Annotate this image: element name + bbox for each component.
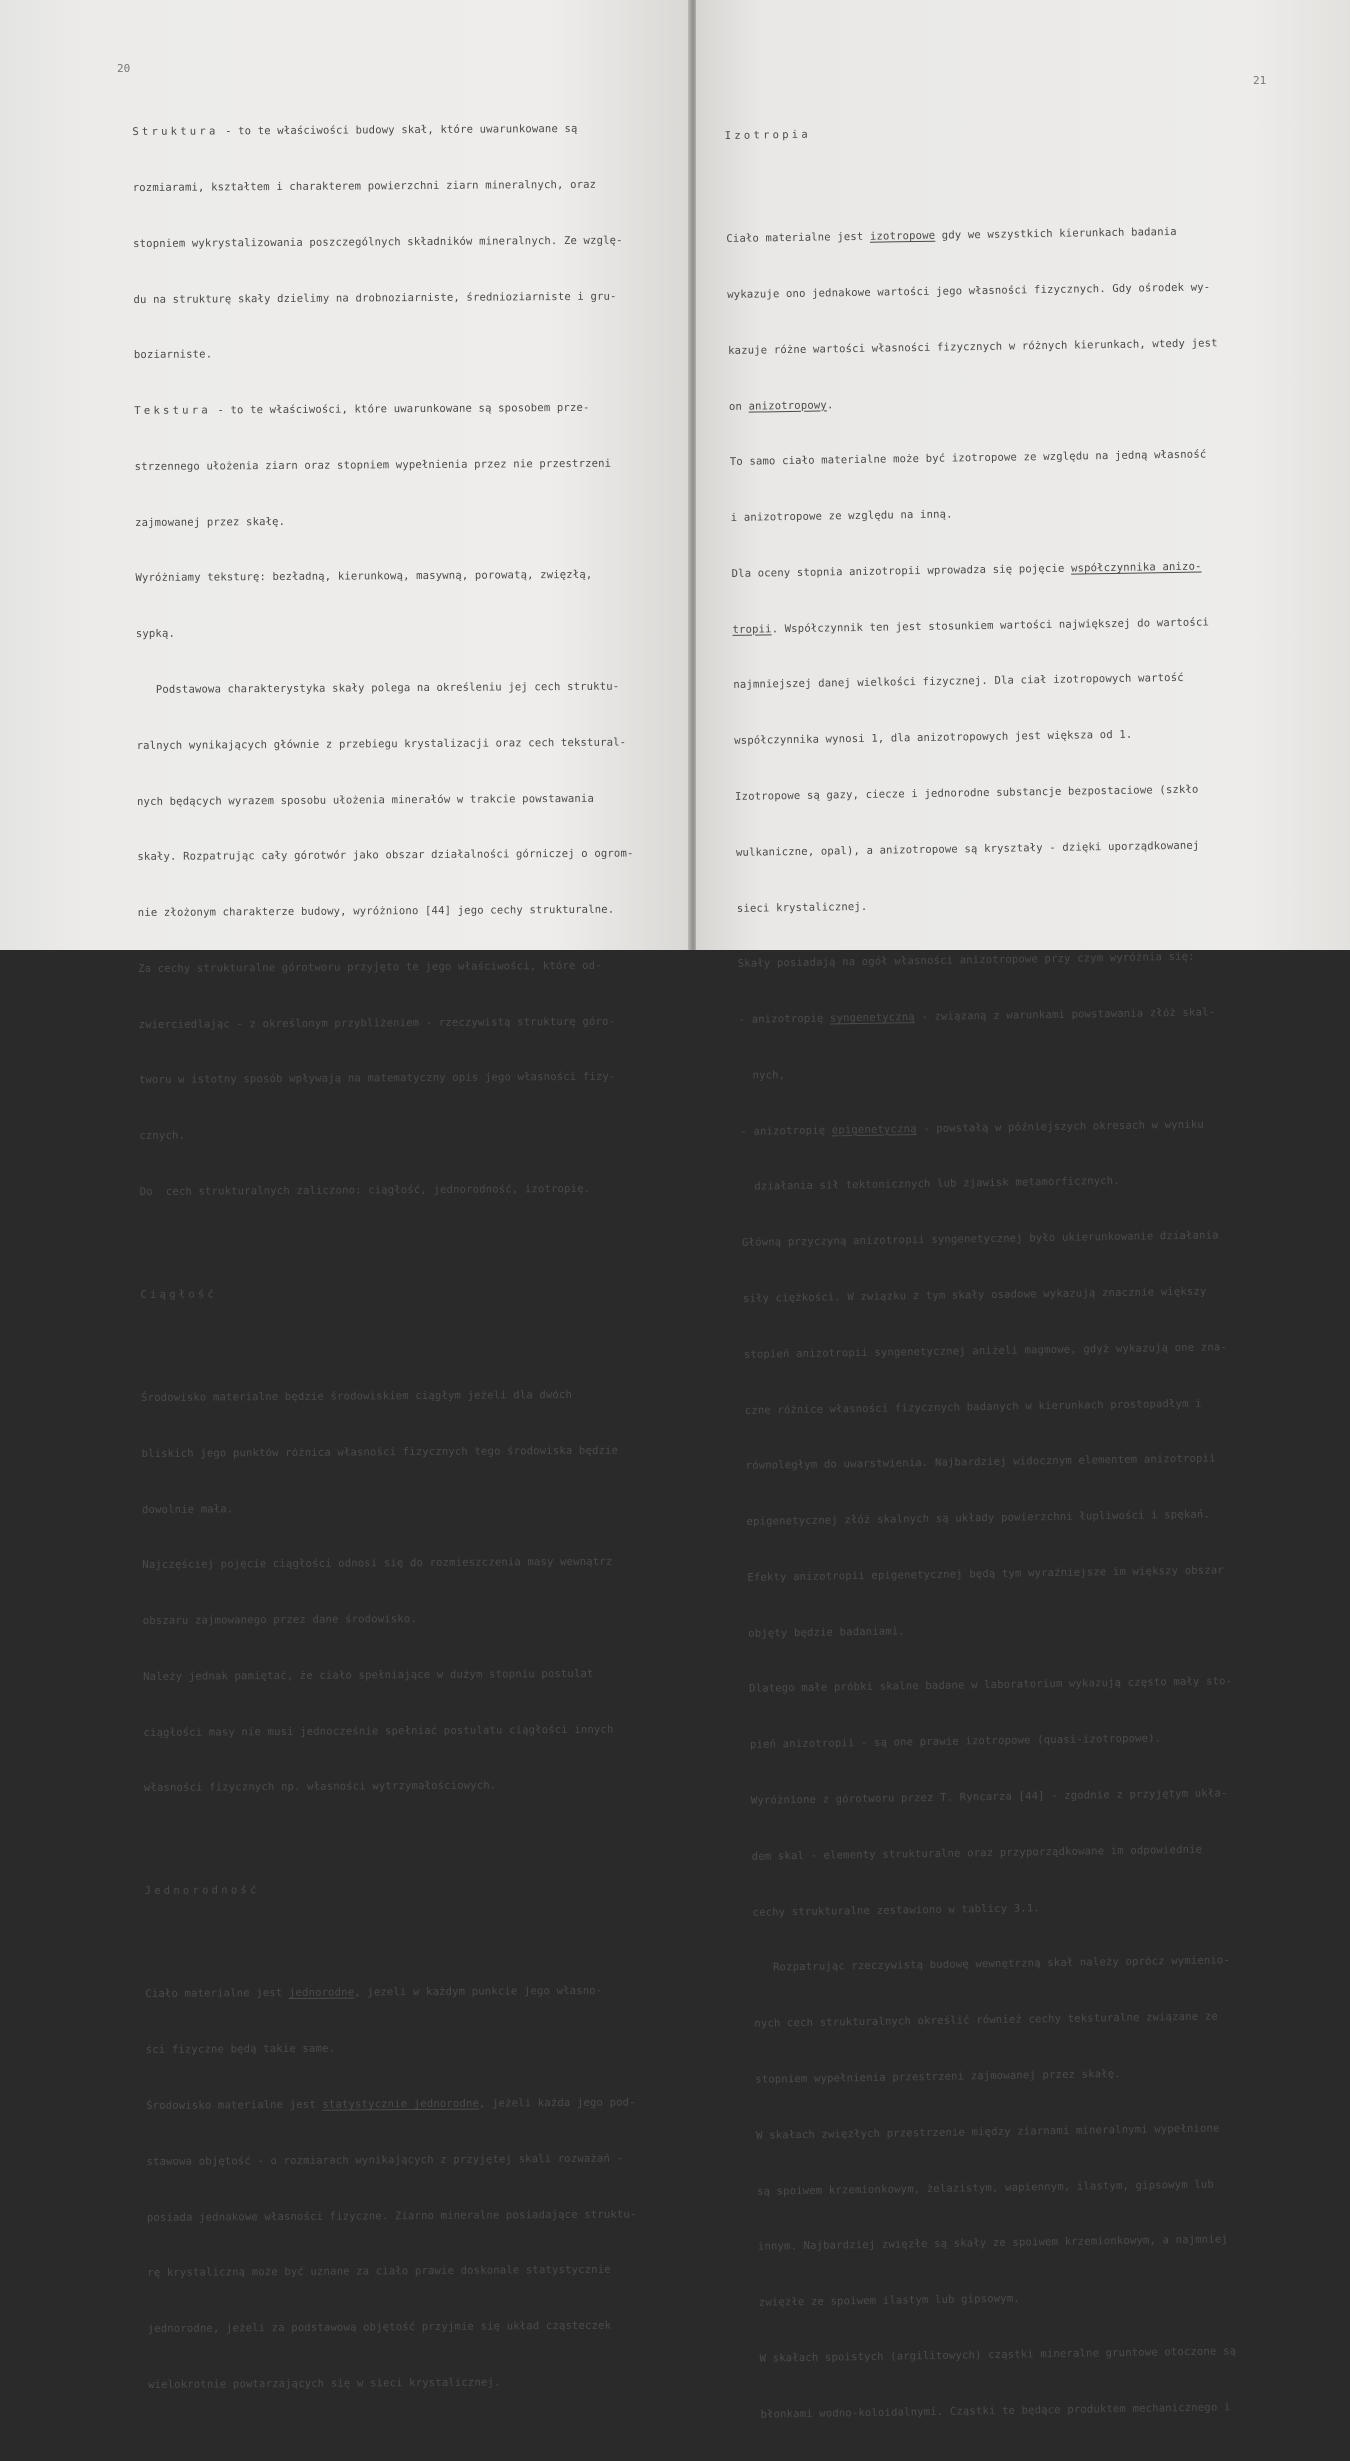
text-fragment: - związaną z warunkami powstawania złóż skal- [914,1006,1216,1024]
spacer [140,1235,636,1248]
text-line: Podstawowa charakterystyka skały polega na określeniu jej cech struktu- [136,680,620,696]
text-line: To samo ciało materialne może być izotropowe ze względu na jedną własność [729,448,1207,469]
term-wspolczynnik-anizotropii: współczynnika anizo- [1070,560,1202,575]
text-fragment: . [826,398,834,411]
text-line: rę krystaliczną może być uznane za ciało prawie doskonale statystycznie [147,2263,611,2280]
right-page-text [724,82,1251,2461]
list-item-syngenetyczna [738,1003,1228,1029]
page-number-left: 20 [117,62,131,75]
text-line: ralnych wynikających głównie z przebiegu krystalizacji oraz cech tekstural- [136,736,627,752]
text-line: innym. Najbardziej zwięzłe są skały ze spoiwem krzemionkowym, a najmniej [757,2233,1228,2254]
text-line: pień anizotropii - są one prawie izotropowe (quasi-izotropowe). [749,1732,1162,1752]
heading-ciaglosc: Ciągłość [140,1288,218,1301]
text-line: zwięzłe ze spoiwem ilastym lub gipsowym. [758,2292,1020,2309]
term-syngenetyczna: syngenetyczną [829,1011,915,1025]
text-line: Rozpatrując rzeczywistą budowę wewnętrzną skał należy oprócz wymienio- [753,1954,1231,1975]
text-line [732,613,1222,639]
term-wspolczynnik-anizotropii-cont: tropii [732,622,772,636]
left-page-text [132,83,645,2432]
text-line: Należy jednak pamiętać, że ciało spełniające w dużym stopniu postulat [143,1667,594,1683]
spacer [141,1338,637,1351]
text-line: W skałach zwięzłych przestrzenie między ziarnami mineralnymi wypełnione [756,2122,1220,2142]
text-line: Wyróżniamy teksturę: bezładną, kierunkową, masywną, porowatą, zwięzłą, [135,569,593,585]
list-item-epigenetyczna [740,1115,1230,1141]
text-fragment: on [728,400,749,413]
paragraph-izotropowe [726,222,1216,248]
text-line: jednorodne, jeżeli za podstawową objętość przyjmie się układ cząsteczek [147,2319,612,2336]
paragraph-tekstura [134,399,630,421]
text-line: Efekty anizotropii epigenetycznej będą tym wyraźniejsze im większy obszar [747,1564,1224,1584]
text-line: błonkami wodno-koloidalnymi. Cząstki te będące produktem mechanicznego i [760,2400,1231,2421]
text-fragment: . Współczynnik ten jest stosunkiem wartości największej do wartości [771,616,1210,635]
heading-izotropia: Izotropia [724,128,812,143]
text-line: Za cechy strukturalne górotworu przyjęto te jego właściwości, które od- [138,959,602,975]
text-line: wielokrotnie powtarzających się w sieci krystalicznej. [148,2376,501,2391]
paragraph-struktura [132,120,628,142]
term-tekstura: Tekstura [134,404,211,418]
heading-jednorodnosc: Jednorodność [144,1884,260,1898]
text-line: własności fizycznych np. własności wytrzymałościowych. [143,1779,497,1795]
text-line: posiada jednakowe własności fizyczne. Ziarno mineralne posiadające struktu- [146,2208,637,2224]
term-statystycznie-jednorodne: statystycznie jednorodne [322,2097,480,2111]
text-fragment: - anizotropię [738,1012,831,1026]
spacer [725,175,1215,193]
text-line: współczynnika wynosi 1, dla anizotropowych jest większa od 1. [734,728,1133,748]
text-line: ciągłości masy nie musi jednocześnie spełniać postulatu ciągłości innych [143,1723,614,1739]
term-anizotropowy: anizotropowy [748,398,827,413]
text-line: - to te właściwości, które uwarunkowane są sposobem prze- [210,401,590,417]
text-line: skały. Rozpatrując cały górotwór jako obszar działalności górniczej o ogrom- [137,847,634,864]
spacer [145,1935,641,1948]
text-line: sypką. [135,627,176,641]
text-line: rozmiarami, kształtem i charakterem powierzchni ziarn mineralnych, oraz [132,178,597,194]
text-line: bliskich jego punktów różnica własności fizycznych tego środowiska będzie [141,1444,619,1460]
text-line: tworu w istotny sposób wpływają na matematyczny opis jego własności fizy- [138,1071,616,1087]
text-fragment: gdy we wszystkich kierunkach badania [935,226,1177,242]
text-line: epigenetycznej złóż skalnych są układy powierzchni łupliwości i spękań. [746,1508,1211,1528]
text-line: wykazuje ono jednakowe wartości jego własności fizycznych. Gdy ośrodek wy- [727,281,1211,301]
text-line: ści fizyczne będą takie same. [145,2042,336,2057]
paragraph-wspolczynnik [731,557,1221,583]
text-line: kazuje różne wartości własności fizycznych w różnych kierunkach, wtedy jest [728,336,1218,357]
term-izotropowe: izotropowe [869,229,936,243]
paragraph-jednorodne [145,1982,641,2004]
right-page [696,0,1350,2421]
text-line: Wyróżnione z górotworu przez T. Ryncarza [44] - zgodnie z przyjętym ukła- [750,1787,1228,1807]
text-fragment: , jeżeli każda jego pod- [478,2096,636,2110]
term-jednorodne: jednorodne [288,1986,355,2000]
text-line: stawowa objętość - o rozmiarach wynikających z przyjętej skali rozważań - [146,2152,624,2168]
text-line: Skały posiadają na ogół własności anizotropowe przy czym wyróżnia się: [737,951,1195,971]
text-line: Izotropowe są gazy, ciecze i jednorodne substancje bezpostaciowe (szkło [735,783,1199,803]
text-line: czne różnice własności fizycznych badanych w kierunkach prostopadłym i [744,1397,1202,1417]
text-line: nych będących wyrazem sposobu ułożenia minerałów w trakcie powstawania [136,792,594,808]
text-line: i anizotropowe ze względu na inną. [730,508,953,525]
text-line: du na strukturę skały dzielimy na drobnoziarniste, średnioziarniste i gru- [133,290,617,306]
text-fragment: Ciało materialne jest [726,230,871,246]
text-line: cechy strukturalne zestawiono w tablicy 3.1. [752,1901,1040,1919]
text-line: zwierciedlając - z określonym przybliżeniem - rzeczywistą strukturę góro- [138,1015,616,1031]
text-line: cznych. [139,1129,186,1143]
text-line: dowolnie mała. [141,1502,234,1516]
text-line: wulkaniczne, opal), a anizotropowe są kryształy - dzięki uporządkowanej [735,839,1200,859]
term-epigenetyczna: epigenetyczną [831,1122,917,1137]
text-fragment: Środowisko materialne jest [146,2098,323,2112]
text-line: działania sił tektonicznych lub zjawisk metamorficznych. [741,1175,1120,1194]
text-line: stopniem wykrystalizowania poszczególnych składników mineralnych. Ze wzglę- [133,234,623,250]
text-line: siły ciężkości. W związku z tym skały osadowe wykazują znacznie większy [742,1285,1207,1305]
text-line: boziarniste. [133,348,213,362]
text-line: Dlatego małe próbki skalne badane w laboratorium wykazują często mały sto- [749,1675,1233,1696]
text-line: sieci krystalicznej. [736,900,868,915]
text-line: obszaru zajmowanego przez dane środowisko. [142,1613,417,1628]
text-fragment: Ciało materialne jest [145,1987,289,2001]
text-line: stopień anizotropii syngenetycznej aniżeli magmowe, gdyż wykazują one zna- [743,1341,1227,1361]
text-line: strzennego ułożenia ziarn oraz stopniem wypełnienia przez nie przestrzeni [134,457,612,473]
text-line: nie złożonym charakterze budowy, wyróżniono [44] jego cechy strukturalne. [137,903,615,920]
text-line: nych cech strukturalnych określić również cechy teksturalne związane ze [754,2010,1218,2030]
text-line: zajmowanej przez skałę. [135,515,286,529]
text-line: nych, [739,1069,786,1082]
text-line: Najczęściej pojęcie ciągłości odnosi się do rozmieszczenia masy wewnątrz [142,1555,613,1572]
term-struktura: Struktura [132,125,219,139]
text-fragment: Dla oceny stopnia anizotropii wprowadza się pojęcie [731,562,1072,580]
text-line: najmniejszej danej wielkości fizycznej. Dla ciał izotropowych wartość [733,672,1184,692]
text-line: Główną przyczyną anizotropii syngenetycznej było ukierunkowanie działania [742,1229,1219,1250]
text-line: dem skal - elementy strukturalne oraz przyporządkowane im odpowiednie [751,1843,1203,1863]
text-line: Do cech strukturalnych zaliczono: ciągłość, jednorodność, izotropię. [139,1182,591,1199]
text-line: stopniem wypełnienia przestrzeni zajmowanej przez skałę. [755,2067,1121,2086]
text-fragment: - anizotropię [740,1124,832,1138]
text-line: są spoiwem krzemionkowym, żelazistym, wapiennym, ilastym, gipsowym lub [756,2178,1215,2198]
page-number-right: 21 [1253,74,1267,87]
text-fragment: - powstałą w późniejszych okresach w wyniku [916,1118,1204,1135]
paragraph-anizotropowy [729,390,1219,416]
text-line: W skałach spoistych (argilitowych) cząstki mineralne gruntowe otoczone są [759,2345,1237,2365]
left-page [0,0,690,2391]
text-line: Środowisko materialne będzie środowiskiem ciągłym jeżeli dla dwóch [141,1388,573,1404]
spacer [144,1832,640,1845]
text-line: - to te właściwości budowy skał, które uwarunkowane są [218,123,578,138]
text-line: objęty będzie badaniami. [748,1625,905,1640]
paragraph-statystycznie [146,2093,642,2115]
text-line: równoległym do uwarstwienia. Najbardziej widocznym elementem anizotropii [745,1452,1216,1473]
text-fragment: , jezeli w każdym punkcie jego własno- [354,1985,603,1999]
